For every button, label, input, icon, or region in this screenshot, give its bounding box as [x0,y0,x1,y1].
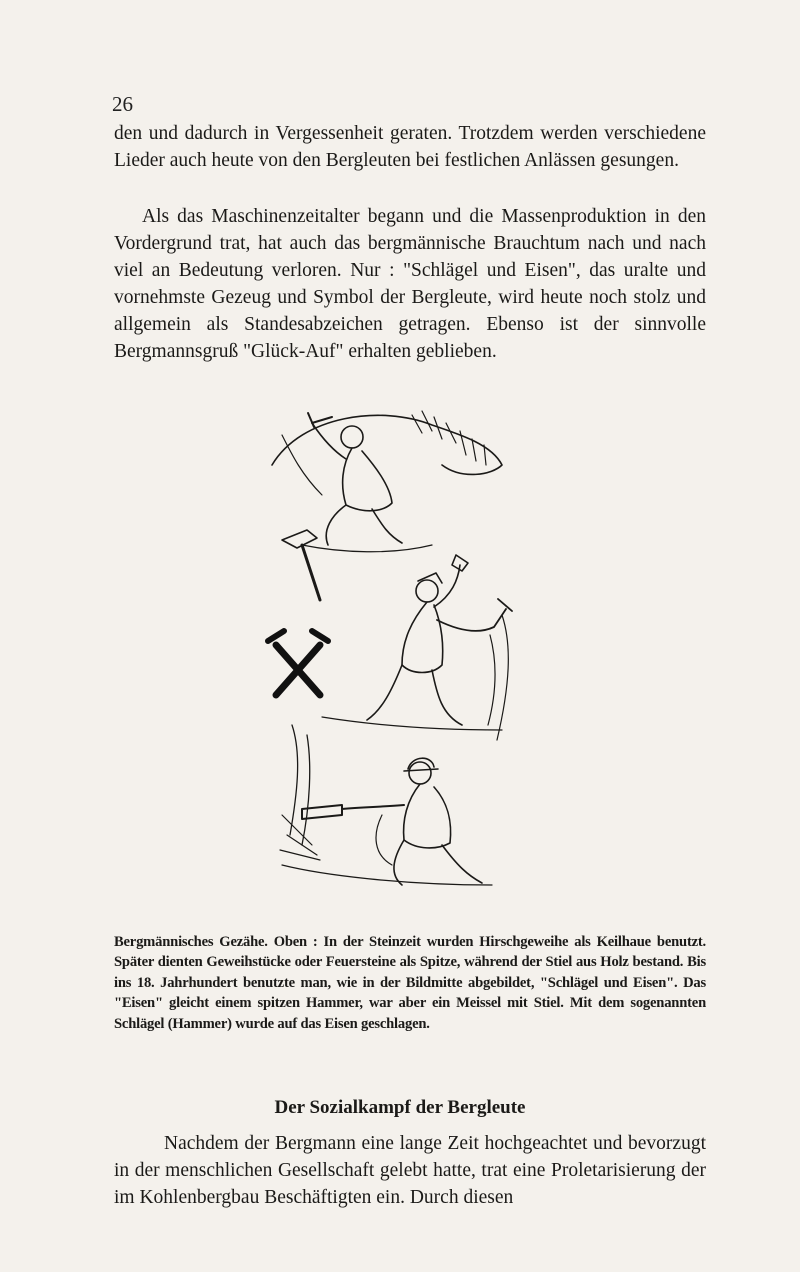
modern-miner-illustration [280,725,492,885]
paragraph-continuation: den und dadurch in Vergessenheit geraten. Trotzdem werden verschiedene Lieder auch heute von den Bergleuten bei festlichen Anlässen gesungen. [114,123,706,171]
miners-drawing [262,395,532,925]
figure-caption: Bergmännisches Gezähe. Oben : In der Steinzeit wurden Hirschgeweihe als Keilhaue benutzt. Später dienten Geweihstücke oder Feuersteine als Spitze, während der Stiel aus Holz bestand. Bis ins 18. Jahrhundert benutzte man, wie in der Bildmitte abgebildet, "Schlägel und Eisen". Das "Eisen" gleicht einem spitzen Hammer, war aber ein Meissel mit Stiel. Mit dem sogenannten Schlägel (Hammer) wurde auf das Eisen geschlagen. [114,934,706,1032]
miners-illustration [262,395,532,925]
page-number: 26 [112,92,133,116]
hammer-and-pick-icon [268,631,328,695]
stone-age-miner-illustration [272,411,502,600]
medieval-miner-illustration [322,555,512,740]
paragraph-social-struggle: Nachdem der Bergmann eine lange Zeit hochgeachtet und bevorzugt in der menschlichen Gesellschaft gelebt hatte, trat eine Proletarisierung der im Kohlenbergbau Beschäftigten ein. Durch diesen [114,1133,706,1208]
paragraph-machine-age: Als das Maschinenzeitalter begann und die Massenproduktion in den Vordergrund trat, hat auch das bergmännische Brauchtum nach und nach viel an Bedeutung verloren. Nur : "Schlägel und Eisen", das uralte und vornehmste Gezeug und Symbol der Bergleute, wird heute noch stolz und allgemein als Standesabzeichen getragen. Ebenso ist der sinnvolle Bergmannsgruß "Glück-Auf" erhalten geblieben. [114,206,706,362]
section-heading: Der Sozialkampf der Bergleute [274,1097,526,1118]
